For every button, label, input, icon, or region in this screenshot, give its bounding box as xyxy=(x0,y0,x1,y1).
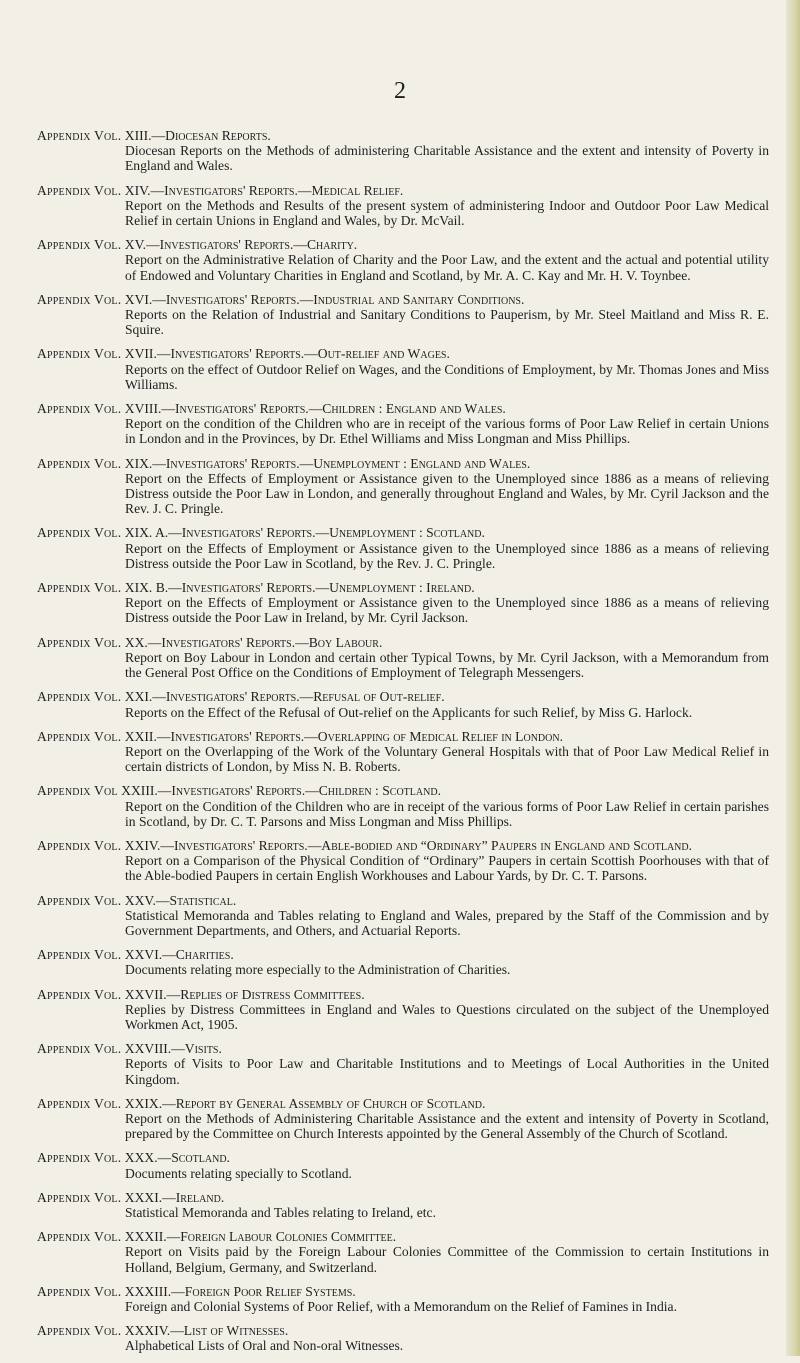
appendix-entry xyxy=(37,580,769,626)
volume-description: Report on the condition of the Children who are in receipt of the various forms of Poor Law Relief in certain Unions in London and in the Provinces, by Dr. Ethel Williams and Miss Longman and Miss Phillips. xyxy=(125,416,769,447)
volume-subject: Statistical. xyxy=(169,892,237,908)
volume-description: Reports on the effect of Outdoor Relief on Wages, and the Conditions of Employment, by Mr. Thomas Jones and Miss Williams. xyxy=(125,361,769,392)
volume-number: XXIX.— xyxy=(124,1095,176,1111)
volume-number: XVIII.— xyxy=(124,401,175,417)
volume-subject: Investigators' Reports.—Children : England and Wales. xyxy=(174,401,506,417)
entry-heading xyxy=(37,237,769,252)
appendix-label: Appendix Vol xyxy=(37,783,118,799)
entry-heading xyxy=(37,346,769,361)
entry-heading xyxy=(37,783,769,798)
appendix-label: Appendix Vol. xyxy=(37,728,122,744)
volume-number: XXXIII.— xyxy=(124,1283,185,1299)
volume-description: Report on the Condition of the Children who are in receipt of the various forms of Poor Law Relief in certain parishes in Scotland, by Dr. C. T. Parsons and Miss Longman and Miss Phillips. xyxy=(125,798,769,829)
appendix-label: Appendix Vol. xyxy=(37,634,122,650)
appendix-entry xyxy=(37,635,769,681)
volume-description: Alphabetical Lists of Oral and Non-oral Witnesses. xyxy=(125,1338,404,1354)
volume-subject: Investigators' Reports.—Refusal of Out-relief. xyxy=(165,689,445,705)
appendix-label: Appendix Vol. xyxy=(37,237,122,253)
volume-number: XIV.— xyxy=(124,182,165,198)
volume-subject: Investigators' Reports.—Industrial and Sanitary Conditions. xyxy=(165,291,525,307)
appendix-entry xyxy=(37,1229,769,1275)
volume-number: XXVI.— xyxy=(124,947,176,963)
appendix-entry xyxy=(37,1096,769,1142)
entry-heading xyxy=(37,893,769,908)
entry-heading xyxy=(37,1229,769,1244)
volume-number: XIII.— xyxy=(124,128,166,143)
appendix-label: Appendix Vol. xyxy=(37,986,122,1002)
volume-description: Report on the Effects of Employment or Assistance given to the Unemployed since 1886 as a means of relieving Distress outside the Poor Law in Scotland, by the Rev. J. C. Pringle. xyxy=(125,540,769,571)
entry-heading xyxy=(37,525,769,540)
volume-subject: Foreign Labour Colonies Committee. xyxy=(180,1229,397,1245)
appendix-entry xyxy=(37,237,769,283)
volume-subject: Investigators' Reports.—Medical Relief. xyxy=(164,182,404,198)
appendix-entry xyxy=(37,987,769,1033)
appendix-label: Appendix Vol. xyxy=(37,580,122,596)
volume-description: Documents relating more especially to the Administration of Charities. xyxy=(125,962,511,978)
appendix-entry xyxy=(37,729,769,775)
appendix-label: Appendix Vol. xyxy=(37,401,122,417)
volume-number: XXX.— xyxy=(124,1150,172,1166)
page-number: 2 xyxy=(394,78,406,104)
appendix-entry xyxy=(37,128,769,174)
appendix-entry xyxy=(37,456,769,517)
appendix-entry xyxy=(37,947,769,977)
appendix-entry xyxy=(37,1150,769,1180)
entry-heading xyxy=(37,947,769,962)
volume-subject: Replies of Distress Committees. xyxy=(180,986,365,1002)
appendix-label: Appendix Vol. xyxy=(37,1150,122,1166)
volume-description: Documents relating specially to Scotland. xyxy=(125,1165,352,1181)
volume-number: XV.— xyxy=(124,237,160,253)
appendix-entry xyxy=(37,292,769,338)
volume-description: Statistical Memoranda and Tables relating to England and Wales, prepared by the Staff of the Commission and by Government Departments, and Others, and Actuarial Reports. xyxy=(125,907,769,938)
volume-subject: Investigators' Reports.—Unemployment : Ireland. xyxy=(181,580,475,596)
volume-subject: Investigators' Reports.—Out-relief and Wages. xyxy=(170,346,450,362)
volume-subject: Investigators' Reports.—Able-bodied and “Ordinary” Paupers in England and Scotland. xyxy=(173,837,693,853)
entry-heading xyxy=(37,1041,769,1056)
volume-subject: Investigators' Reports.—Overlapping of Medical Relief in London. xyxy=(170,728,563,744)
volume-subject: Investigators' Reports.—Boy Labour. xyxy=(161,634,383,650)
volume-subject: List of Witnesses. xyxy=(183,1323,289,1339)
volume-description: Reports on the Effect of the Refusal of Out-relief on the Applicants for such Relief, by Miss G. Harlock. xyxy=(125,704,693,720)
volume-subject: Ireland. xyxy=(175,1189,225,1205)
appendix-label: Appendix Vol. xyxy=(37,291,122,307)
volume-number: XXIII.— xyxy=(121,783,172,799)
page-edge xyxy=(786,0,800,1356)
volume-number: XX.— xyxy=(124,634,162,650)
volume-number: XIX.— xyxy=(124,455,166,471)
volume-number: XXXI.— xyxy=(124,1189,176,1205)
appendix-entry xyxy=(37,1041,769,1087)
volume-subject: Investigators' Reports.—Unemployment : Scotland. xyxy=(181,525,485,541)
volume-description: Report on the Effects of Employment or Assistance given to the Unemployed since 1886 as a means of relieving Distress outside the Poor Law in London, and generally throughout England and Wales, by Mr. Cyril Jackson and the Rev. J. C. Pringle. xyxy=(125,470,769,517)
appendix-label: Appendix Vol. xyxy=(37,1323,122,1339)
volume-description: Reports on the Relation of Industrial and Sanitary Conditions to Pauperism, by Mr. Steel Maitland and Miss R. E. Squire. xyxy=(125,307,769,338)
volume-number: XVI.— xyxy=(124,291,166,307)
volume-description: Reports of Visits to Poor Law and Charitable Institutions and to Meetings of Local Authorities in the United Kingdom. xyxy=(125,1056,769,1087)
volume-description: Report on Boy Labour in London and certain other Typical Towns, by Mr. Cyril Jackson, with a Memorandum from the General Post Office on the Conditions of Employment of Telegraph Messengers. xyxy=(125,649,769,681)
volume-description: Foreign and Colonial Systems of Poor Relief, with a Memorandum on the Relief of Famines in India. xyxy=(125,1299,677,1314)
appendix-label: Appendix Vol. xyxy=(37,128,122,143)
appendix-entry xyxy=(37,783,769,829)
appendix-label: Appendix Vol. xyxy=(37,837,122,853)
volume-description: Report on the Methods and Results of the present system of administering Indoor and Outdoor Poor Law Medical Relief in certain Unions in England and Wales, by Dr. McVail. xyxy=(125,197,769,229)
volume-subject: Investigators' Reports.—Unemployment : England and Wales. xyxy=(165,455,531,471)
volume-number: XXV.— xyxy=(124,892,170,908)
volume-number: XXI.— xyxy=(124,689,166,705)
appendix-entry xyxy=(37,893,769,939)
volume-description: Report on the Methods of Administering Charitable Assistance and the extent and intensity of Poverty in Scotland, prepared by the Committee on Church Interests appointed by the General Assembly of the Church of Scotland. xyxy=(125,1110,769,1142)
entry-heading xyxy=(37,1284,769,1299)
appendix-list xyxy=(37,128,769,1363)
appendix-label: Appendix Vol. xyxy=(37,1283,122,1299)
volume-subject: Diocesan Reports. xyxy=(165,128,271,143)
entry-heading xyxy=(37,401,769,416)
volume-number: XXIV.— xyxy=(124,837,174,853)
entry-heading xyxy=(37,183,769,198)
entry-heading xyxy=(37,456,769,471)
appendix-label: Appendix Vol. xyxy=(37,689,122,705)
volume-number: XXXIV.— xyxy=(124,1323,184,1339)
volume-number: XVII.— xyxy=(124,346,171,362)
volume-subject: Scotland. xyxy=(171,1150,230,1166)
appendix-label: Appendix Vol. xyxy=(37,346,122,362)
volume-description: Statistical Memoranda and Tables relating to Ireland, etc. xyxy=(125,1204,436,1220)
entry-heading xyxy=(37,689,769,704)
appendix-label: Appendix Vol. xyxy=(37,525,122,541)
volume-description: Report on the Effects of Employment or Assistance given to the Unemployed since 1886 as a means of relieving Distress outside the Poor Law in Ireland, by Mr. Cyril Jackson. xyxy=(125,595,769,626)
appendix-entry xyxy=(37,1284,769,1314)
volume-number: XIX. A.— xyxy=(124,525,182,541)
volume-subject: Investigators' Reports.—Children : Scotland. xyxy=(171,783,441,799)
appendix-entry xyxy=(37,525,769,571)
entry-heading xyxy=(37,729,769,744)
entry-heading xyxy=(37,635,769,650)
volume-subject: Foreign Poor Relief Systems. xyxy=(184,1283,356,1299)
volume-description: Report on a Comparison of the Physical Condition of “Ordinary” Paupers in certain Scottish Poorhouses with that of the Able-bodied Paupers in certain English Workhouses and Labour Yards, by Dr. C. T. Parsons. xyxy=(125,853,769,884)
volume-number: XIX. B.— xyxy=(124,580,182,596)
entry-heading xyxy=(37,1323,769,1338)
volume-description: Diocesan Reports on the Methods of administering Charitable Assistance and the extent and intensity of Poverty in England and Wales. xyxy=(125,143,769,174)
appendix-entry xyxy=(37,1190,769,1220)
appendix-label: Appendix Vol. xyxy=(37,1041,122,1057)
appendix-entry xyxy=(37,838,769,884)
appendix-label: Appendix Vol. xyxy=(37,182,122,198)
volume-number: XXVII.— xyxy=(124,986,181,1002)
appendix-entry xyxy=(37,346,769,392)
volume-description: Report on the Administrative Relation of Charity and the Poor Law, and the extent and the actual and potential utility of Endowed and Voluntary Charities in England and Scotland, by Mr. A. C. Kay and Mr. H. V. Toynbee. xyxy=(125,252,769,283)
entry-heading xyxy=(37,1150,769,1165)
appendix-entry xyxy=(37,401,769,447)
appendix-label: Appendix Vol. xyxy=(37,455,122,471)
volume-description: Report on the Overlapping of the Work of the Voluntary General Hospitals with that of Poor Law Medical Relief in certain districts of London, by Miss N. B. Roberts. xyxy=(125,743,769,775)
volume-subject: Investigators' Reports.—Charity. xyxy=(159,237,358,253)
appendix-label: Appendix Vol. xyxy=(37,1095,122,1111)
appendix-label: Appendix Vol. xyxy=(37,892,122,908)
appendix-entry xyxy=(37,1323,769,1353)
volume-description: Report on Visits paid by the Foreign Labour Colonies Committee of the Commission to certain Institutions in Holland, Belgium, Germany, and Switzerland. xyxy=(125,1244,769,1275)
appendix-entry xyxy=(37,183,769,229)
appendix-label: Appendix Vol. xyxy=(37,947,122,963)
entry-heading xyxy=(37,1190,769,1205)
volume-subject: Report by General Assembly of Church of Scotland. xyxy=(175,1095,486,1111)
appendix-label: Appendix Vol. xyxy=(37,1189,122,1205)
volume-number: XXXII.— xyxy=(124,1229,181,1245)
volume-subject: Visits. xyxy=(184,1041,222,1057)
entry-heading xyxy=(37,128,769,143)
volume-description: Replies by Distress Committees in England and Wales to Questions circulated on the subject of the Unemployed Workmen Act, 1905. xyxy=(125,1001,769,1032)
entry-heading xyxy=(37,580,769,595)
entry-heading xyxy=(37,1096,769,1111)
appendix-label: Appendix Vol. xyxy=(37,1229,122,1245)
entry-heading xyxy=(37,838,769,853)
entry-heading xyxy=(37,987,769,1002)
appendix-entry xyxy=(37,689,769,719)
entry-heading xyxy=(37,292,769,307)
volume-number: XXVIII.— xyxy=(124,1041,185,1057)
volume-subject: Charities. xyxy=(175,947,234,963)
volume-number: XXII.— xyxy=(124,728,171,744)
